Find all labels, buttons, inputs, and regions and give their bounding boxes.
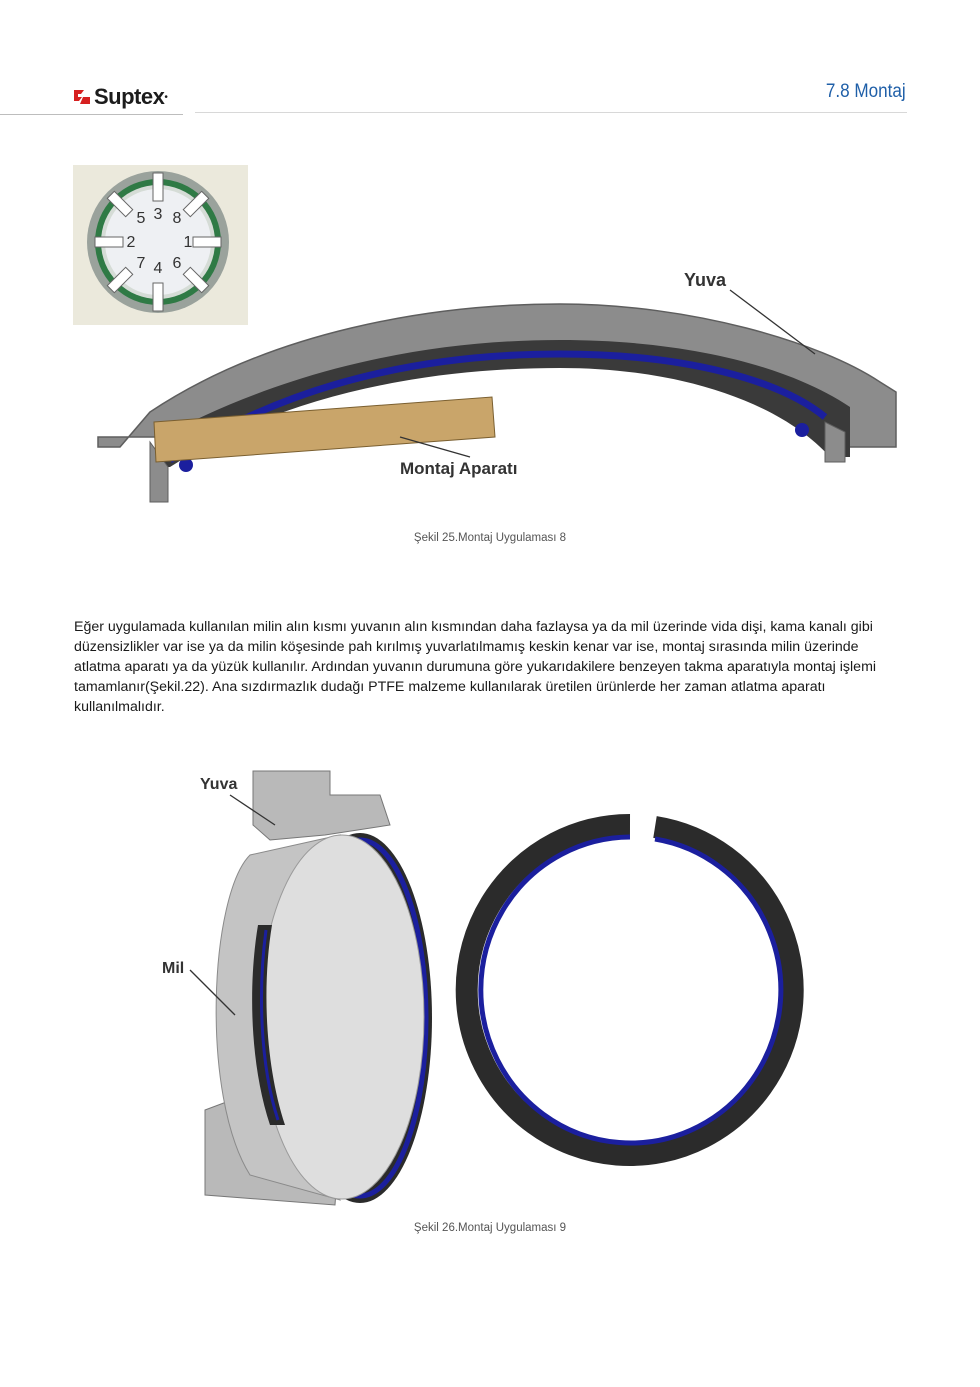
figure-25-illustration — [90, 262, 902, 512]
shaft-ring-drawing — [150, 765, 840, 1215]
diagram-number: 2 — [126, 234, 136, 251]
body-paragraph: Eğer uygulamada kullanılan milin alın kısmı yuvanın alın kısmından daha fazlaysa ya da mil üzerinde vida dişi, kama kanalı gibi düzensizlikler var ise ya da milin köşesinde pah kırılmış yuvarlatılmamış keskin kenar var ise, montaj sırasında milin üzerinde atlatma aparatı ya da yüzük kullanılır. Ardından yuvanın durumuna göre yukarıdakilere benzeyen takma aparatıyla montaj işlemi tamamlanır(Şekil.22). Ana sızdırmazlık dudağı PTFE malzeme kullanılarak üretilen ürünlerde her zaman atlatma aparatı kullanılmalıdır. — [74, 619, 877, 715]
diagram-number: 1 — [183, 234, 193, 251]
logo-text: Suptex — [94, 84, 165, 109]
diagram-number: 5 — [136, 210, 146, 227]
figure-25-caption: Şekil 25.Montaj Uygulaması 8 — [413, 532, 567, 544]
diagram-number: 8 — [172, 210, 182, 227]
diagram-number: 6 — [172, 255, 182, 272]
section-title: 7.8 Montaj — [826, 81, 906, 102]
figure-26-caption: Şekil 26.Montaj Uygulaması 9 — [413, 1222, 567, 1234]
suptex-logo — [73, 84, 168, 110]
figure-26-illustration — [150, 765, 840, 1215]
page-header — [0, 78, 980, 118]
housing-section-drawing — [90, 262, 902, 512]
diagram-number: 4 — [153, 260, 163, 277]
header-rule-left — [0, 114, 183, 115]
logo-mark-icon — [73, 88, 91, 106]
diagram-number: 3 — [153, 206, 163, 223]
logo-dot: • — [164, 91, 168, 103]
label-housing: Yuva — [684, 270, 727, 290]
label-assembly-tool: Montaj Aparatı — [400, 459, 518, 478]
split-seal-ring — [467, 825, 793, 1155]
label-housing-2: Yuva — [200, 776, 238, 793]
header-rule-right — [195, 112, 907, 113]
diagram-number: 7 — [136, 255, 146, 272]
label-shaft: Mil — [162, 960, 185, 977]
